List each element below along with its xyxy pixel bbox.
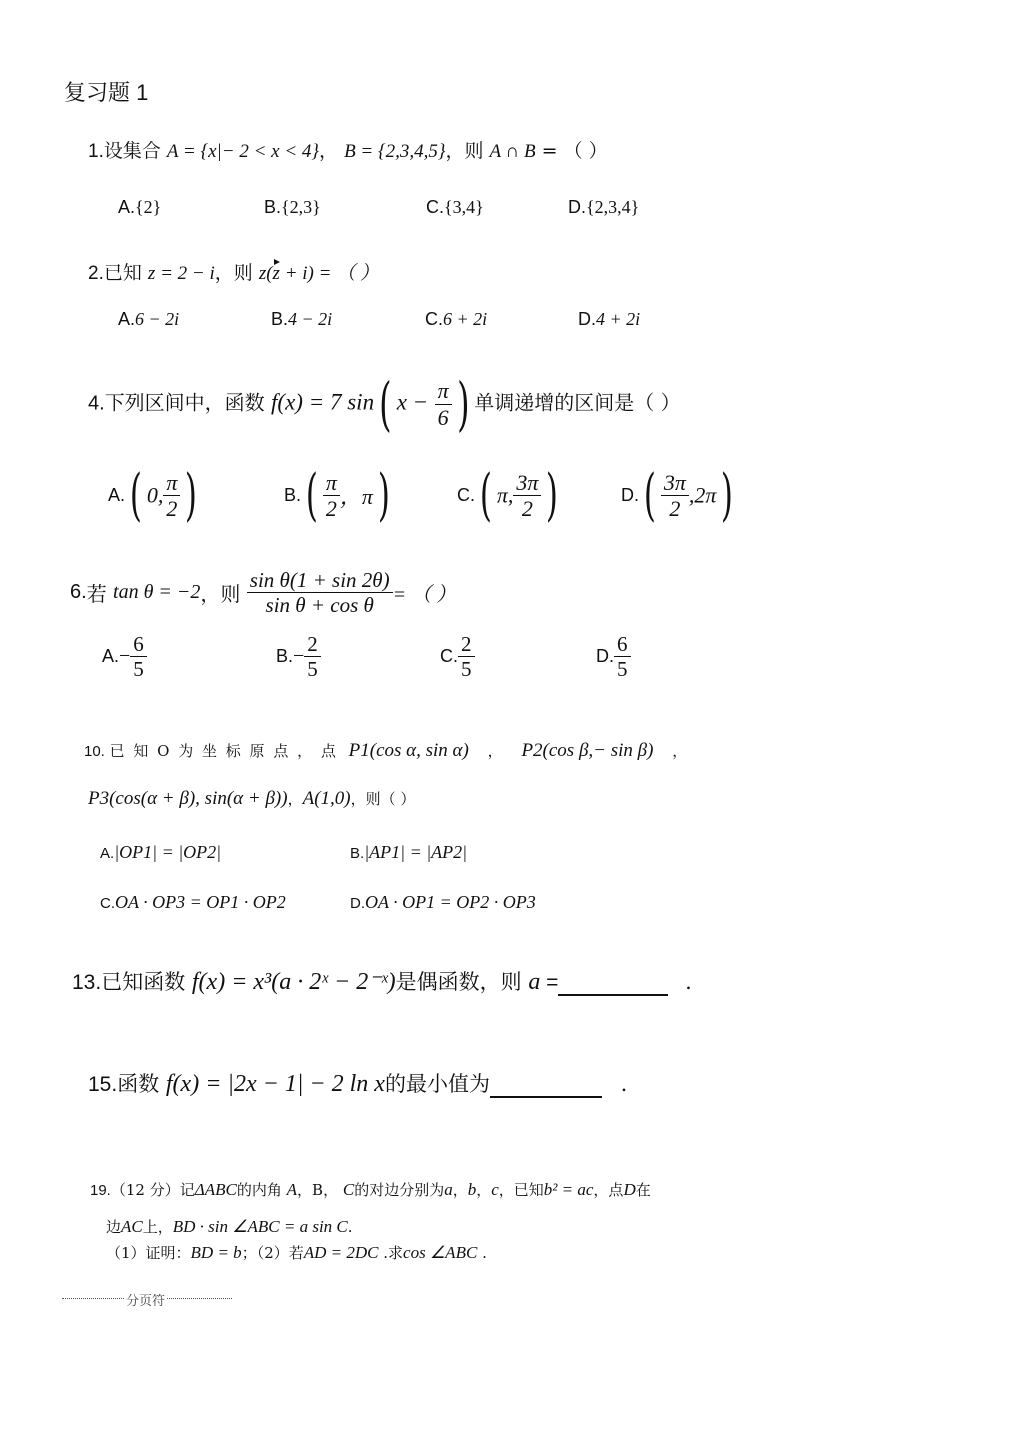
q13-answer-blank[interactable] bbox=[558, 972, 668, 996]
q1-text-pre: 设集合 bbox=[103, 140, 161, 162]
q1-option-d[interactable] bbox=[568, 197, 639, 218]
q13-text-post: = bbox=[540, 971, 559, 994]
q1-set-b: B = {2,3,4,5} bbox=[344, 141, 446, 162]
q10-p3: P3(cos(α + β), sin(α + β)) bbox=[88, 788, 288, 809]
q2-number: 2. bbox=[88, 263, 104, 284]
q6-option-a[interactable] bbox=[102, 632, 147, 681]
q1-option-c-label: C. bbox=[426, 197, 444, 217]
q6-given: tan θ = −2 bbox=[113, 581, 201, 604]
q2-given: z = 2 − i bbox=[147, 263, 215, 284]
page-break-label: 分页符 bbox=[124, 1290, 167, 1309]
q4-c-frac bbox=[513, 470, 541, 522]
q2-option-a-value: 6 − 2i bbox=[135, 309, 180, 329]
q10-option-c-value: OA · OP3 = OP1 · OP2 bbox=[115, 892, 286, 912]
q19-part2: AD = 2DC bbox=[303, 1243, 379, 1262]
q1-option-b[interactable] bbox=[264, 197, 321, 218]
q19-part2-question: cos ∠ABC bbox=[403, 1243, 478, 1262]
question-4 bbox=[88, 370, 681, 438]
q4-d-frac bbox=[661, 470, 689, 522]
q4-b-lparen: ( bbox=[305, 463, 318, 528]
q4-d-lparen: ( bbox=[643, 463, 656, 528]
q4-a-lparen: ( bbox=[129, 463, 142, 528]
q4-option-d[interactable] bbox=[621, 463, 738, 528]
q19-side-ac: AC bbox=[121, 1217, 143, 1236]
q19-point-d: D bbox=[623, 1180, 636, 1199]
q19-angle-c: C bbox=[342, 1180, 355, 1199]
q4-c-num: 3π bbox=[513, 470, 541, 496]
question-1 bbox=[88, 136, 608, 163]
q4-c-lparen: ( bbox=[479, 463, 492, 528]
q10-option-b-label: B. bbox=[350, 845, 365, 862]
q4-b-rparen: ) bbox=[377, 463, 390, 528]
q10-option-a[interactable] bbox=[100, 842, 221, 863]
q10-comma1: ， bbox=[487, 742, 503, 760]
q2-option-c[interactable] bbox=[425, 309, 487, 330]
q4-a-left: 0, bbox=[146, 482, 164, 508]
q4-b-den: 2 bbox=[325, 496, 337, 521]
q10-a: A(1,0) bbox=[302, 788, 351, 809]
q1-option-d-label: D. bbox=[568, 197, 586, 217]
q4-pi-over-6 bbox=[435, 378, 452, 430]
q4-b-num: π bbox=[323, 470, 340, 496]
q19-side-c: c bbox=[491, 1180, 499, 1199]
q10-option-c-label: C. bbox=[100, 895, 115, 912]
q6-option-a-sign: − bbox=[119, 645, 131, 668]
q2-option-c-label: C. bbox=[425, 309, 443, 329]
q2-option-d[interactable] bbox=[578, 309, 640, 330]
q1-text-post: = （ ） bbox=[535, 140, 608, 162]
q1-sep: ， bbox=[319, 140, 339, 162]
q4-frac-num: π bbox=[435, 378, 452, 404]
q4-c-den: 2 bbox=[521, 496, 533, 521]
q15-end: . bbox=[620, 1072, 628, 1096]
q6-option-c-den: 5 bbox=[461, 657, 472, 682]
q4-d-rparen: ) bbox=[721, 463, 734, 528]
q1-option-a[interactable] bbox=[118, 197, 161, 218]
q15-text-pre: 函数 bbox=[117, 1072, 160, 1096]
q10-option-d-value: OA · OP1 = OP2 · OP3 bbox=[365, 892, 536, 912]
q6-text-mid: ，则 bbox=[200, 582, 241, 607]
q19-line1-c: ，已知 bbox=[498, 1181, 544, 1199]
q6-option-a-label: A. bbox=[102, 646, 120, 667]
q4-option-b[interactable] bbox=[284, 463, 395, 528]
q15-number: 15. bbox=[88, 1073, 118, 1096]
q4-c-left: π, bbox=[496, 482, 514, 508]
q2-option-b-label: B. bbox=[271, 309, 289, 329]
q4-frac-den: 6 bbox=[437, 404, 449, 430]
q6-option-b-label: B. bbox=[276, 646, 294, 667]
q19-side-b: b bbox=[467, 1180, 477, 1199]
q6-option-c-num: 2 bbox=[458, 632, 475, 657]
q6-option-d-num: 6 bbox=[614, 632, 631, 657]
q6-option-b[interactable] bbox=[276, 632, 321, 681]
q19-line2-end: . bbox=[347, 1218, 353, 1236]
q19-part2-mid: .求 bbox=[378, 1244, 404, 1262]
q2-option-b[interactable] bbox=[271, 309, 332, 330]
q19-line1-pre: 记 bbox=[179, 1181, 195, 1199]
q4-option-a[interactable] bbox=[108, 463, 202, 528]
q19-line1-e: 在 bbox=[635, 1181, 651, 1199]
q19-part1: BD = b bbox=[190, 1243, 242, 1262]
q4-a-den: 2 bbox=[166, 496, 178, 521]
q6-option-c-frac bbox=[458, 632, 475, 681]
q2-expr-pre: z( bbox=[258, 263, 273, 284]
q4-option-c[interactable] bbox=[457, 463, 563, 528]
q19-condition-2: BD · sin ∠ABC = a sin C bbox=[172, 1217, 348, 1236]
q15-text-post: 的最小值为 bbox=[384, 1072, 490, 1096]
q2-option-d-label: D. bbox=[578, 309, 596, 329]
q2-z-conjugate: z bbox=[272, 263, 280, 284]
q4-d-num: 3π bbox=[661, 470, 689, 496]
q4-d-right: ,2π bbox=[688, 482, 717, 508]
q19-side-a: a bbox=[444, 1180, 453, 1199]
q19-part2-end: . bbox=[477, 1244, 487, 1262]
q10-option-d-label: D. bbox=[350, 895, 365, 912]
q6-numerator: sin θ(1 + sin 2θ) bbox=[247, 568, 393, 593]
q6-option-a-den: 5 bbox=[133, 657, 144, 682]
q19-line1-a: 的内角 bbox=[236, 1181, 282, 1199]
q1-option-b-value: {2,3} bbox=[281, 197, 321, 217]
q1-option-a-label: A. bbox=[118, 197, 136, 217]
q19-part1-label: （1）证明： bbox=[106, 1244, 191, 1262]
q1-option-b-label: B. bbox=[264, 197, 282, 217]
q4-a-rparen: ) bbox=[185, 463, 198, 528]
q1-set-a: A = {x|− 2 < x < 4} bbox=[166, 141, 320, 162]
q19-score: （12 分） bbox=[110, 1181, 180, 1199]
q4-a-num: π bbox=[163, 470, 180, 496]
q10-option-a-label: A. bbox=[100, 845, 115, 862]
q10-p1: P1(cos α, sin α) bbox=[348, 740, 469, 761]
question-10-line2 bbox=[88, 788, 415, 810]
q6-option-c[interactable] bbox=[440, 632, 475, 681]
q15-func: f(x) = |2x − 1| − 2 ln x bbox=[165, 1071, 385, 1097]
q6-text-post: = （ ） bbox=[392, 584, 457, 607]
q6-fraction bbox=[247, 568, 393, 617]
question-6 bbox=[70, 568, 456, 617]
question-10 bbox=[84, 740, 687, 762]
q1-option-c[interactable] bbox=[426, 197, 484, 218]
q10-text-post: ，则（ ） bbox=[350, 790, 416, 808]
q4-a-frac bbox=[163, 470, 180, 522]
q6-option-a-frac bbox=[130, 632, 147, 681]
q4-b-right: ，π bbox=[339, 484, 373, 509]
q10-option-d[interactable] bbox=[350, 892, 536, 913]
q19-line1-d: ，点 bbox=[593, 1181, 624, 1199]
q6-option-d[interactable] bbox=[596, 632, 631, 681]
q13-text-mid: 是偶函数，则 bbox=[395, 970, 522, 994]
q2-option-c-value: 6 + 2i bbox=[443, 309, 488, 329]
q13-var: a bbox=[528, 969, 541, 995]
q10-option-a-value: |OP1| = |OP2| bbox=[114, 842, 222, 862]
q10-option-c[interactable] bbox=[100, 892, 286, 913]
q4-text-pre: 下列区间中，函数 bbox=[104, 390, 265, 415]
q4-number: 4. bbox=[88, 392, 105, 415]
q19-line2-a: 上， bbox=[142, 1218, 173, 1236]
q10-number: 10. bbox=[84, 743, 105, 760]
q1-option-d-value: {2,3,4} bbox=[586, 197, 640, 217]
q2-option-a[interactable] bbox=[118, 309, 179, 330]
q10-option-b-value: |AP1| = |AP2| bbox=[364, 842, 468, 862]
q4-c-rparen: ) bbox=[546, 463, 559, 528]
question-19-line3 bbox=[106, 1242, 487, 1263]
q10-option-b[interactable] bbox=[350, 842, 467, 863]
q10-text-pre: 已 知 O 为 坐 标 原 点 ， 点 bbox=[109, 742, 338, 760]
q6-denominator: sin θ + cos θ bbox=[265, 593, 374, 618]
q6-option-d-frac bbox=[614, 632, 631, 681]
q6-option-b-sign: − bbox=[293, 645, 305, 668]
q19-number: 19. bbox=[90, 1182, 111, 1199]
q4-option-c-label: C. bbox=[457, 485, 475, 505]
q1-number: 1. bbox=[88, 141, 104, 162]
q6-option-d-den: 5 bbox=[617, 657, 628, 682]
q4-text-post: 单调递增的区间是（ ） bbox=[474, 390, 681, 415]
q13-text-pre: 已知函数 bbox=[101, 970, 186, 994]
q2-option-a-label: A. bbox=[118, 309, 136, 329]
question-2 bbox=[88, 258, 379, 285]
q19-triangle: ΔABC bbox=[194, 1180, 237, 1199]
q2-text-pre: 已知 bbox=[103, 262, 142, 284]
q6-number: 6. bbox=[70, 581, 87, 604]
q19-angle-a: A bbox=[286, 1180, 298, 1199]
q19-angle-b: B bbox=[312, 1181, 324, 1199]
q2-option-d-value: 4 + 2i bbox=[596, 309, 641, 329]
q19-line1-b: 的对边分别为 bbox=[354, 1181, 445, 1199]
q13-end: . bbox=[685, 970, 692, 994]
q2-expr-post: + i) = （ ） bbox=[279, 263, 379, 284]
question-19-line2 bbox=[106, 1216, 353, 1237]
page-title: 复习题 1 bbox=[64, 80, 149, 105]
q2-option-b-value: 4 − 2i bbox=[288, 309, 333, 329]
q10-p2: P2(cos β,− sin β) bbox=[521, 740, 654, 761]
q2-text-mid: ，则 bbox=[214, 262, 253, 284]
q4-b-frac bbox=[323, 470, 340, 522]
q4-d-den: 2 bbox=[669, 496, 681, 521]
q6-text-pre: 若 bbox=[86, 582, 107, 607]
q4-func: f(x) = 7 sin bbox=[271, 389, 375, 415]
q1-option-a-value: {2} bbox=[135, 197, 162, 217]
q4-option-d-label: D. bbox=[621, 485, 639, 505]
q4-lparen: ( bbox=[379, 370, 392, 438]
question-13 bbox=[72, 966, 692, 996]
question-15 bbox=[88, 1068, 627, 1098]
q19-line2-pre: 边 bbox=[106, 1218, 122, 1236]
q4-rparen: ) bbox=[456, 370, 470, 438]
q6-option-a-num: 6 bbox=[130, 632, 147, 657]
q6-option-b-den: 5 bbox=[307, 657, 318, 682]
q6-option-b-num: 2 bbox=[304, 632, 321, 657]
q1-expr: A ∩ B bbox=[489, 141, 536, 162]
q13-number: 13. bbox=[72, 971, 102, 994]
q6-option-d-label: D. bbox=[596, 646, 614, 667]
q4-arg-pre: x − bbox=[396, 389, 429, 415]
q4-option-a-label: A. bbox=[108, 485, 126, 505]
q10-comma2: ， bbox=[672, 742, 688, 760]
q19-part2-label: ；（2）若 bbox=[241, 1244, 304, 1262]
question-19-line1: 19.（12 分）记ΔABC的内角 A，B， C的对边分别为a，b，c，已知b² = ac，点D在 bbox=[90, 1180, 651, 1199]
q19-condition: b² = ac bbox=[543, 1180, 594, 1199]
q10-comma3: ， bbox=[287, 790, 303, 808]
q1-text-mid: ，则 bbox=[445, 140, 484, 162]
q15-answer-blank[interactable] bbox=[490, 1074, 602, 1098]
q6-option-b-frac bbox=[304, 632, 321, 681]
q13-func: f(x) = x³(a · 2ˣ − 2⁻ˣ) bbox=[191, 969, 396, 995]
q6-option-c-label: C. bbox=[440, 646, 458, 667]
q1-option-c-value: {3,4} bbox=[444, 197, 484, 217]
q4-option-b-label: B. bbox=[284, 485, 302, 505]
